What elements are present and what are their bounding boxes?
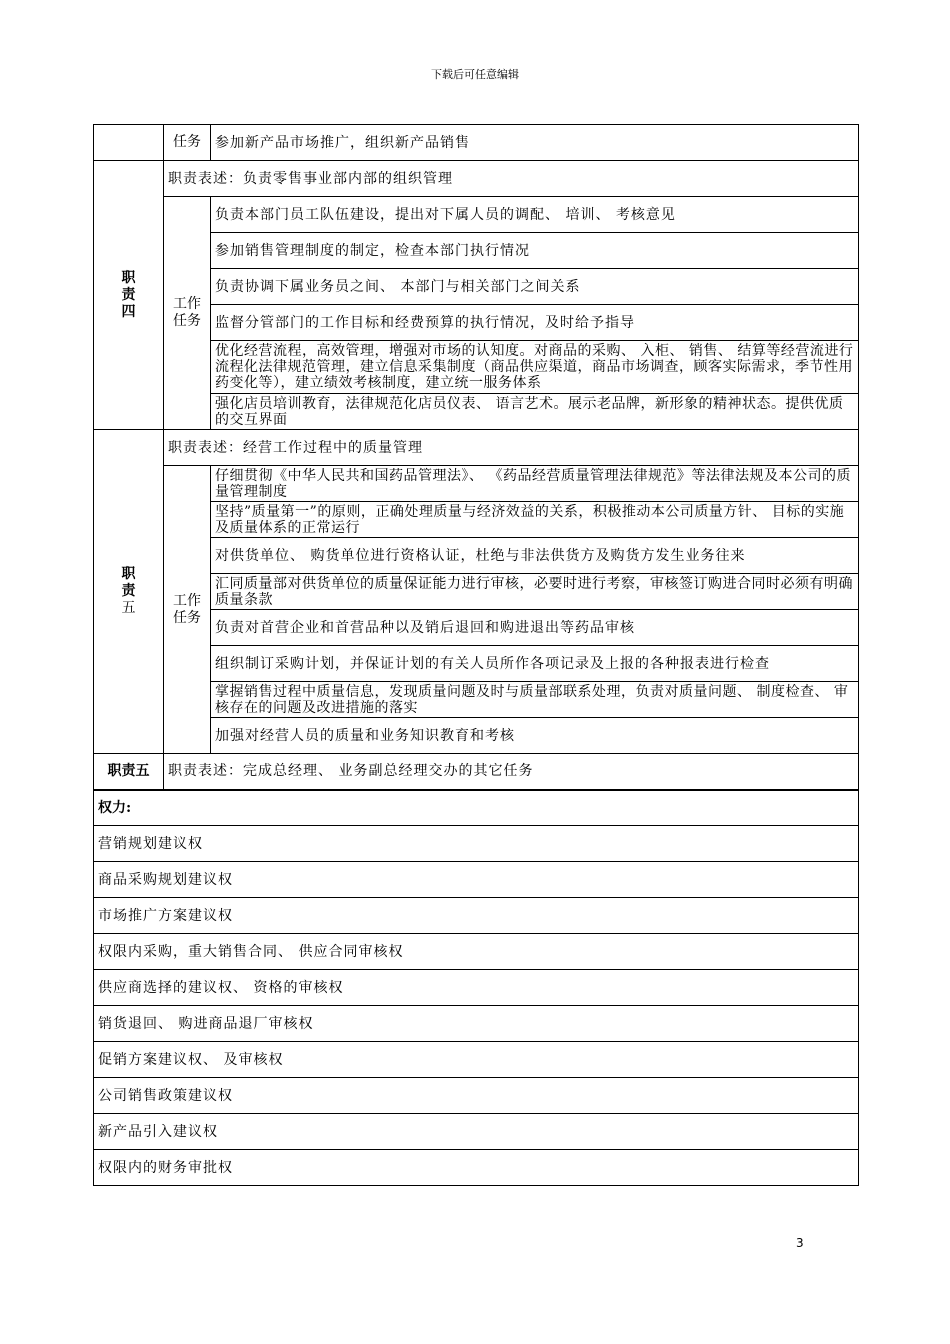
power-item: 权限内采购，重大销售合同、 供应合同审核权 (94, 934, 859, 970)
task-row-continued (94, 125, 859, 161)
power-row (94, 970, 859, 1006)
duty5b-label: 职责五 (94, 754, 164, 790)
power-row (94, 1006, 859, 1042)
duty5-task-8: 加强对经营人员的质量和业务知识教育和考核 (211, 718, 859, 754)
empty-label-cell (94, 125, 164, 161)
power-item: 促销方案建议权、 及审核权 (94, 1042, 859, 1078)
duty4-task-1: 负责本部门员工队伍建设，提出对下属人员的调配、 培训、 考核意见 (211, 197, 859, 233)
duty5-task-label (164, 466, 211, 754)
power-item: 商品采购规划建议权 (94, 862, 859, 898)
duty4-label-line2: 责 (121, 286, 136, 303)
power-item: 市场推广方案建议权 (94, 898, 859, 934)
duty4-task-row (94, 197, 859, 233)
duty4-task-label (164, 197, 211, 430)
duty5-task-row (94, 466, 859, 502)
task-text: 参加新产品市场推广，组织新产品销售 (211, 125, 859, 161)
duty5-task-3: 对供货单位、 购货单位进行资格认证，杜绝与非法供货方及购货方发生业务往来 (211, 538, 859, 574)
power-item: 销货退回、 购进商品退厂审核权 (94, 1006, 859, 1042)
power-row (94, 862, 859, 898)
header-note: 下载后可任意编辑 (431, 68, 519, 81)
duty4-task-6: 强化店员培训教育，法律规范化店员仪表、 语言艺术。展示老品牌，新形象的精神状态。提供优质的交互界面 (211, 394, 859, 430)
duty5-task-6: 组织制订采购计划，并保证计划的有关人员所作各项记录及上报的各种报表进行检查 (211, 646, 859, 682)
duty5-task-1: 仔细贯彻《中华人民共和国药品管理法》、 《药品经营质量管理法律规范》等法律法规及本公司的质量管理制度 (211, 466, 859, 502)
duty4-task-3: 负责协调下属业务员之间、 本部门与相关部门之间关系 (211, 269, 859, 305)
duty5b-statement: 职责表述：完成总经理、 业务副总经理交办的其它任务 (164, 754, 859, 790)
duty4-statement-row (94, 161, 859, 197)
duty5-task-4: 汇同质量部对供货单位的质量保证能力进行审核，必要时进行考察，审核签订购进合同时必须有明确质量条款 (211, 574, 859, 610)
duty5-label-line2: 责 (121, 583, 136, 599)
powers-heading-row (94, 790, 859, 826)
duty4-label-line1: 职 (121, 269, 136, 286)
duty4-task-label-line1: 工作 (173, 296, 201, 312)
power-row (94, 826, 859, 862)
duty5-task-2: 坚持”质量第一”的原则，正确处理质量与经济效益的关系，积极推动本公司质量方针、 目标的实施及质量体系的正常运行 (211, 502, 859, 538)
duty4-task-2: 参加销售管理制度的制定，检查本部门执行情况 (211, 233, 859, 269)
power-item: 公司销售政策建议权 (94, 1078, 859, 1114)
duty5-label-line1: 职 (121, 566, 136, 582)
duty5-statement-row (94, 430, 859, 466)
power-item: 营销规划建议权 (94, 826, 859, 862)
power-row (94, 1042, 859, 1078)
duty4-task-label-line2: 任务 (173, 313, 201, 329)
power-item: 权限内的财务审批权 (94, 1150, 859, 1186)
powers-heading: 权力: (94, 790, 859, 826)
power-row (94, 1114, 859, 1150)
duty5-label-line3: 五 (121, 600, 136, 616)
power-row (94, 1150, 859, 1186)
power-row (94, 1078, 859, 1114)
job-responsibility-table (93, 124, 859, 1186)
duty4-task-4: 监督分管部门的工作目标和经费预算的执行情况，及时给予指导 (211, 305, 859, 341)
power-row (94, 934, 859, 970)
duty4-label-line3: 四 (121, 303, 136, 320)
power-item: 新产品引入建议权 (94, 1114, 859, 1150)
task-label: 任务 (164, 125, 211, 161)
duty5-task-label-line1: 工作 (173, 592, 201, 609)
duty5-task-7: 掌握销售过程中质量信息，发现质量问题及时与质量部联系处理，负责对质量问题、 制度检查、 审核存在的问题及改进措施的落实 (211, 682, 859, 718)
page-number: 3 (796, 1236, 804, 1250)
duty5-label (94, 430, 164, 754)
duty4-statement: 职责表述：负责零售事业部内部的组织管理 (164, 161, 859, 197)
duty5-task-5: 负责对首营企业和首营品种以及销后退回和购进退出等药品审核 (211, 610, 859, 646)
duty4-label (94, 161, 164, 430)
duty4-task-5: 优化经营流程，高效管理，增强对市场的认知度。对商品的采购、 入柜、 销售、 结算等经营流进行流程化法律规范管理，建立信息采集制度（商品供应渠道，商品市场调查，顾客实际需求，季节性用药变化等），建立绩效考核制度，建立统一服务体系 (211, 341, 859, 394)
power-row (94, 898, 859, 934)
duty5-statement: 职责表述：经营工作过程中的质量管理 (164, 430, 859, 466)
power-item: 供应商选择的建议权、 资格的审核权 (94, 970, 859, 1006)
duty5-task-label-line2: 任务 (173, 609, 201, 626)
duty5b-row (94, 754, 859, 790)
